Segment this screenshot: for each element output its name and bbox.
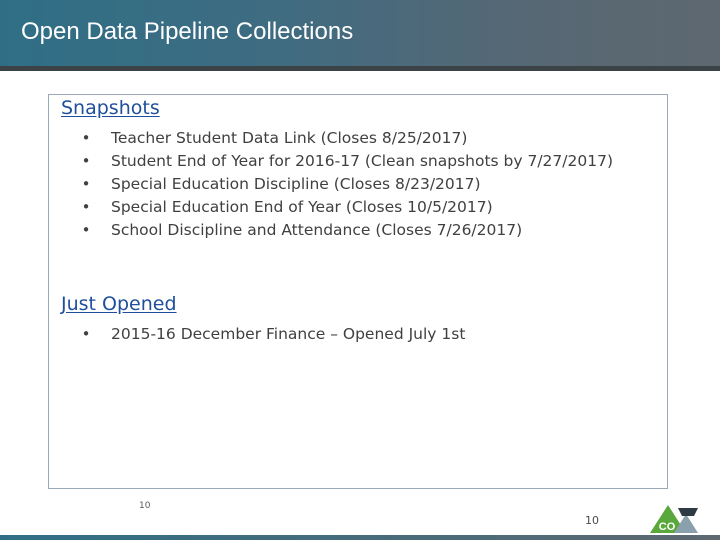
list-item bbox=[81, 173, 613, 196]
list-item bbox=[81, 127, 613, 150]
bullet-icon: • bbox=[81, 129, 91, 147]
list-item bbox=[81, 323, 465, 346]
page-number: 10 bbox=[585, 514, 599, 527]
bullet-icon: • bbox=[81, 221, 91, 239]
list-item-text: Student End of Year for 2016-17 (Clean snapshots by 7/27/2017) bbox=[111, 152, 613, 170]
bullet-icon: • bbox=[81, 198, 91, 216]
colorado-state-logo-icon bbox=[648, 500, 700, 534]
list-item bbox=[81, 219, 613, 242]
small-page-number: 10 bbox=[139, 501, 151, 511]
title-divider bbox=[0, 66, 720, 71]
list-item-text: Special Education Discipline (Closes 8/23/2017) bbox=[111, 175, 481, 193]
snapshots-list bbox=[81, 127, 613, 242]
just-opened-list bbox=[81, 323, 465, 346]
logo-text: CO bbox=[658, 521, 676, 533]
snapshots-heading: Snapshots bbox=[61, 97, 160, 119]
slide-title: Open Data Pipeline Collections bbox=[21, 18, 354, 45]
list-item-text: Teacher Student Data Link (Closes 8/25/2017) bbox=[111, 129, 468, 147]
bottom-band bbox=[0, 535, 720, 540]
bullet-icon: • bbox=[81, 175, 91, 193]
list-item-text: School Discipline and Attendance (Closes 7/26/2017) bbox=[111, 221, 523, 239]
list-item bbox=[81, 196, 613, 219]
list-item-text: Special Education End of Year (Closes 10/5/2017) bbox=[111, 198, 493, 216]
list-item bbox=[81, 150, 613, 173]
bullet-icon: • bbox=[81, 325, 91, 343]
title-bar bbox=[0, 0, 720, 66]
list-item-text: 2015-16 December Finance – Opened July 1st bbox=[111, 325, 466, 343]
bullet-icon: • bbox=[81, 152, 91, 170]
just-opened-heading: Just Opened bbox=[61, 293, 177, 315]
